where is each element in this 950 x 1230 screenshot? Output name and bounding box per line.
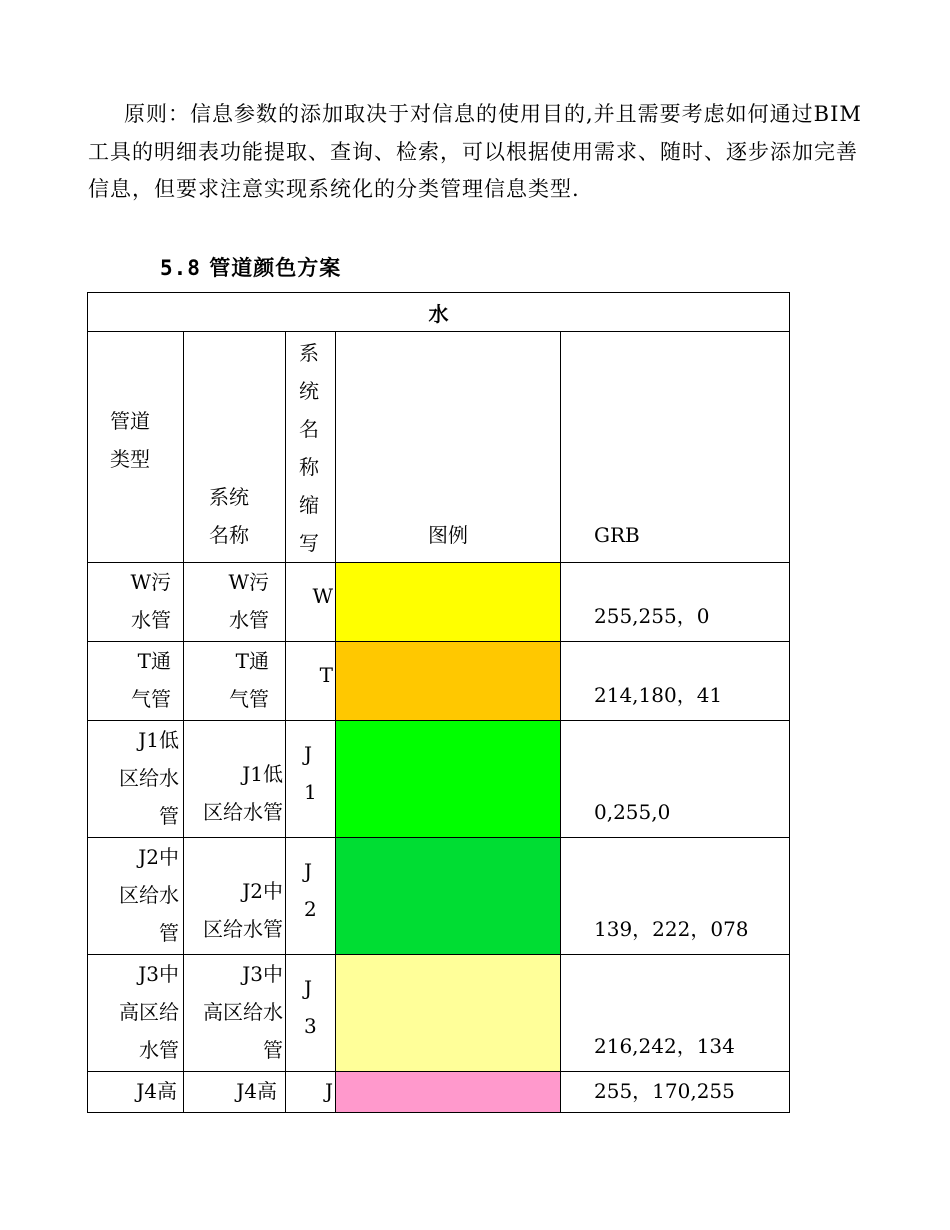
table-row — [88, 955, 790, 1072]
header-legend: 图例 — [428, 523, 468, 547]
table-row — [88, 642, 790, 721]
row-system-name: J1低 区给水管 — [203, 762, 283, 824]
row-system-abbr: W — [312, 584, 333, 608]
table-title: 水 — [88, 293, 790, 332]
row-rgb: 0,255,0 — [594, 800, 671, 824]
row-pipe-type: T通 气管 — [131, 649, 171, 711]
row-pipe-type: W污 水管 — [130, 570, 171, 632]
row-system-name: T通 气管 — [229, 649, 269, 711]
row-system-abbr: J 3 — [304, 976, 317, 1038]
row-system-name: J4高 — [236, 1079, 277, 1103]
section-number: 5.8 — [160, 256, 201, 280]
legend-swatch — [336, 563, 560, 641]
legend-swatch — [336, 1072, 560, 1112]
row-rgb: 214,180，41 — [594, 683, 723, 707]
table-row — [88, 721, 790, 838]
table-header-row — [88, 332, 790, 563]
row-system-name: W污 水管 — [228, 570, 269, 632]
table-row — [88, 1072, 790, 1113]
row-rgb: 139，222，078 — [594, 917, 749, 941]
row-rgb: 255,255，0 — [594, 604, 710, 628]
row-system-name: J3中 高区给水 管 — [203, 962, 283, 1062]
row-rgb: 255，170,255 — [594, 1079, 735, 1103]
legend-swatch — [336, 955, 560, 1071]
header-system-name: 系统 名称 — [209, 485, 249, 547]
section-title: 管道颜色方案 — [209, 256, 342, 280]
legend-swatch — [336, 642, 560, 720]
legend-swatch — [336, 721, 560, 837]
row-system-abbr: J — [324, 1079, 333, 1103]
row-system-abbr: J 2 — [304, 859, 317, 921]
header-pipe-type: 管道 类型 — [110, 409, 150, 471]
header-system-abbr: 系统名称缩写 — [299, 341, 319, 555]
row-pipe-type: J3中 高区给 水管 — [119, 962, 179, 1062]
row-system-abbr: T — [319, 663, 333, 687]
legend-swatch — [336, 838, 560, 954]
row-system-abbr: J 1 — [304, 742, 317, 804]
intro-paragraph: 原则：信息参数的添加取决于对信息的使用目的,并且需要考虑如何通过BIM工具的明细表功能提取、查询、检索，可以根据使用需求、随时、逐步添加完善信息，但要求注意实现系统化的分类管理信息类型. — [88, 102, 862, 201]
section-heading — [160, 252, 341, 282]
row-rgb: 216,242，134 — [594, 1034, 735, 1058]
row-pipe-type: J2中 区给水 管 — [119, 845, 179, 945]
pipe-color-table — [87, 292, 790, 1113]
row-pipe-type: J1低 区给水 管 — [119, 728, 179, 828]
table-row — [88, 563, 790, 642]
table-row — [88, 838, 790, 955]
header-rgb: GRB — [594, 523, 640, 547]
row-pipe-type: J4高 — [136, 1079, 177, 1103]
row-system-name: J2中 区给水管 — [203, 879, 283, 941]
